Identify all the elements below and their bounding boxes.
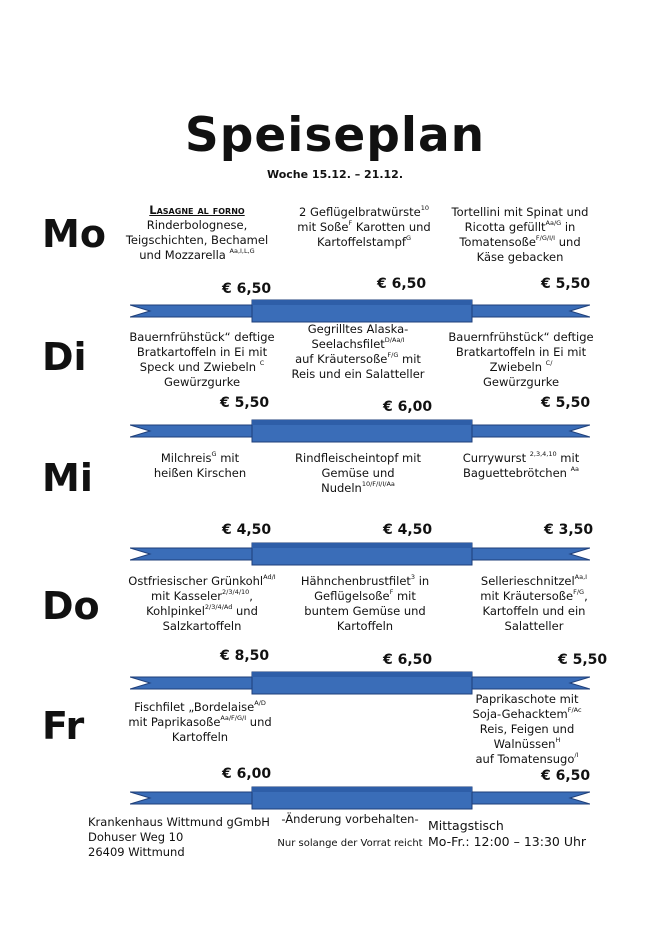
dish-text: Ricotta gefüllt [464,220,546,234]
dish-text: 2 Geflügelbratwürste [299,205,421,219]
allergen-codes: F/G [387,351,399,359]
dish-do-3 [460,574,608,634]
allergen-codes: G [405,234,411,242]
allergen-codes: H [555,736,561,744]
dish-text: Sellerieschnitzel [480,574,575,588]
dish-do-1 [122,574,282,634]
dish-text: , [584,589,588,603]
dish-text: und [555,235,581,249]
dish-line [122,451,278,466]
allergen-codes: 2,3,4,10 [529,450,557,458]
price-mi-1: € 4,50 [222,522,272,538]
price-di-3: € 5,50 [541,395,591,411]
dish-text: Gewürzgurke [482,375,560,389]
day-label-thursday: Do [42,584,100,628]
dish-text: Salzkartoffeln [162,619,242,633]
dish-text: mit [393,589,416,603]
dish-text: Nudeln [321,481,362,495]
allergen-codes: D/Aa/I [384,336,405,344]
price-do-1: € 8,50 [220,648,270,664]
dish-line [290,619,440,634]
dish-fr-3 [452,692,602,767]
dish-text: auf Tomatensugo [475,752,575,766]
dish-text: Ostfriesischer Grünkohl [128,574,264,588]
day-label-wednesday: Mi [42,456,93,500]
dish-text: heißen Kirschen [153,466,247,480]
dish-text: Kartoffeln [336,619,394,633]
dish-line [280,466,436,481]
dish-line [122,248,272,263]
dish-line [122,203,272,218]
dish-text: Bauernfrühstück“ deftige [448,330,594,344]
dish-line [438,235,602,250]
price-do-3: € 5,50 [558,652,608,668]
dish-text: Soja-Gehacktem [472,707,568,721]
address-line: Dohuser Weg 10 [88,830,184,844]
price-mi-3: € 3,50 [544,522,594,538]
dish-text: Reis, Feigen und [479,722,575,736]
dish-di-1 [118,330,286,390]
dish-text: mit [398,352,421,366]
allergen-codes: F [348,219,353,227]
dish-text: Fischfilet „Bordelaise [134,700,255,714]
week-range: Woche 15.12. – 21.12. [266,168,404,181]
dish-text: , [249,589,253,603]
dish-mi-1 [122,451,278,481]
dish-text: Rindfleischeintopf mit [295,451,421,465]
dish-line [122,218,272,233]
price-di-2: € 6,00 [383,399,433,415]
dish-line [285,352,431,367]
dish-line [452,707,602,722]
dish-line [285,337,431,352]
dish-text: Gewürzgurke [163,375,241,389]
day-label-friday: Fr [42,704,85,748]
dish-text: und [246,715,272,729]
allergen-codes: F/Ac [567,706,582,714]
stock-note: Nur solange der Vorrat reicht [277,838,423,849]
dish-line [460,604,608,619]
dish-text: Geflügelsoße [314,589,390,603]
day-label-monday: Mo [42,212,106,256]
dish-fr-1 [118,700,282,745]
dish-text: Hähnchenbrustfilet [300,574,411,588]
dish-line [290,589,440,604]
dish-text: Bauernfrühstück“ deftige [129,330,275,344]
dish-do-2 [290,574,440,634]
dish-text: Gemüse und [321,466,395,480]
dish-mo-1 [122,203,272,263]
dish-line [280,451,436,466]
divider-banner-mo [130,298,590,324]
dish-line [290,574,440,589]
dish-line [460,589,608,604]
dish-line [122,466,278,481]
dish-line [436,375,606,390]
dish-text: und Mozzarella [139,248,230,262]
dish-text: mit [216,451,240,465]
dish-text: Kartoffeln [171,730,229,744]
dish-text: Gegrilltes Alaska- [307,322,409,336]
price-mi-2: € 4,50 [383,522,433,538]
allergen-codes: Aa/F/G/I [220,714,247,722]
dish-text: Zwiebeln [489,360,546,374]
page-title: Speiseplan [184,108,486,163]
dish-text: mit [556,451,580,465]
dish-text: und [232,604,258,618]
dish-text: Kohlpinkel [146,604,205,618]
dish-text: Bratkartoffeln in Ei mit [136,345,268,359]
allergen-codes: Aa/G [545,219,562,227]
dish-text: Karotten und [352,220,431,234]
dish-text: Bratkartoffeln in Ei mit [455,345,587,359]
price-mo-1: € 6,50 [222,281,272,297]
dish-text: Baguettebrötchen [462,466,571,480]
dish-line [460,574,608,589]
allergen-codes: 10 [420,204,429,212]
dish-line [122,619,282,634]
allergen-codes: 2/3/4/10 [222,588,250,596]
dish-text: in [561,220,576,234]
hospital-address [88,815,270,860]
dish-di-3 [436,330,606,390]
allergen-codes: 3 [410,573,416,581]
lunch-hours: Mo-Fr.: 12:00 – 13:30 Uhr [428,834,587,849]
price-fr-3: € 6,50 [541,768,591,784]
dish-text: buntem Gemüse und [304,604,426,618]
dish-line [285,322,431,337]
dish-line [460,619,608,634]
price-do-2: € 6,50 [383,652,433,668]
dish-line [276,220,452,235]
divider-banner-di [130,418,590,444]
allergen-codes: Aa,I,L,G [229,247,255,255]
price-fr-1: € 6,00 [222,766,272,782]
dish-line [118,730,282,745]
price-mo-2: € 6,50 [377,276,427,292]
dish-line [446,466,596,481]
dish-text: Käse gebacken [476,250,564,264]
dish-text: Milchreis [160,451,212,465]
dish-text: auf Kräutersoße [295,352,388,366]
dish-line [452,737,602,752]
day-label-tuesday: Di [42,335,87,379]
dish-text: mit Soße [297,220,349,234]
divider-banner-fr [130,785,590,811]
dish-text: in [415,574,430,588]
price-mo-3: € 5,50 [541,276,591,292]
dish-di-2 [285,322,431,382]
price-di-1: € 5,50 [220,395,270,411]
dish-line [438,250,602,265]
allergen-codes: F [389,588,394,596]
dish-line [122,233,272,248]
dish-text: Paprikaschote mit [475,692,579,706]
allergen-codes: C/ [545,359,553,367]
dish-line [118,330,286,345]
dish-text: mit Paprikasoße [128,715,221,729]
allergen-codes: Aa [570,465,580,473]
lunch-title: Mittagstisch [428,818,504,833]
dish-text: Tortellini mit Spinat und [451,205,589,219]
dish-text: mit Kasseler [151,589,223,603]
dish-line [285,367,431,382]
dish-line [436,345,606,360]
dish-line [438,205,602,220]
allergen-codes: 2/3/4/Ad [204,603,233,611]
dish-line [452,692,602,707]
dish-line [276,235,452,250]
dish-mo-2 [276,205,452,250]
dish-text: Salatteller [504,619,564,633]
allergen-codes: F/G [573,588,585,596]
dish-text: Seelachsfilet [311,337,385,351]
dish-line [122,589,282,604]
dish-text: Teigschichten, Bechamel [125,233,269,247]
dish-text: Kartoffeln und ein [482,604,586,618]
dish-text: Lasagne al forno [149,203,245,217]
dish-mi-2 [280,451,436,496]
dish-text: Speck und Zwiebeln [139,360,260,374]
allergen-codes: Aa,I [574,573,588,581]
allergen-codes: A/D [254,699,266,707]
dish-line [452,722,602,737]
dish-text: Currywurst [462,451,530,465]
dish-text: Walnüssen [493,737,556,751]
dish-line [452,752,602,767]
dish-line [122,574,282,589]
dish-text: Reis und ein Salatteller [291,367,425,381]
dish-line [436,330,606,345]
dish-mi-3 [446,451,596,481]
dish-text: mit Kräutersoße [480,589,574,603]
dish-line [118,700,282,715]
allergen-codes: Ad/I [263,573,276,581]
allergen-codes: /I [574,751,579,759]
dish-line [118,345,286,360]
dish-line [446,451,596,466]
dish-line [118,375,286,390]
dish-line [276,205,452,220]
allergen-codes: G [211,450,217,458]
dish-mo-3 [438,205,602,265]
dish-line [280,481,436,496]
allergen-codes: F/G/I/I [535,234,556,242]
address-line: 26409 Wittmund [88,845,185,859]
dish-line [118,715,282,730]
dish-text: Rinderbolognese, [146,218,248,232]
change-note: -Änderung vorbehalten- [281,812,419,826]
dish-line [436,360,606,375]
allergen-codes: 10/F/I/I/Aa [361,480,395,488]
dish-line [290,604,440,619]
dish-line [438,220,602,235]
divider-banner-mi [130,541,590,567]
dish-text: Tomatensoße [459,235,536,249]
address-line: Krankenhaus Wittmund gGmbH [88,815,270,829]
allergen-codes: C [259,359,265,367]
dish-text: Kartoffelstampf [317,235,406,249]
dish-line [122,604,282,619]
dish-line [118,360,286,375]
